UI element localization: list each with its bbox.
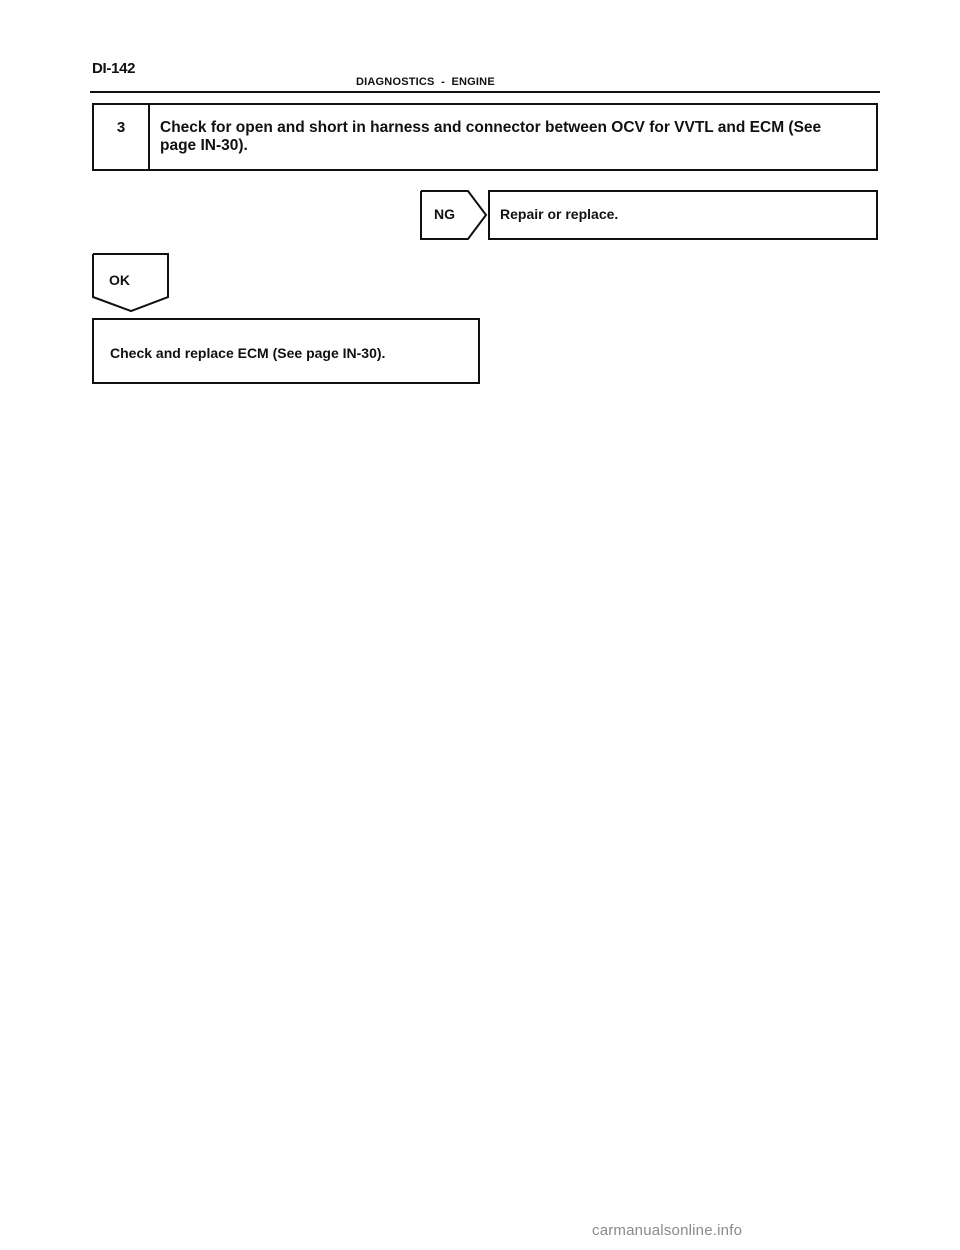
ok-action-text: Check and replace ECM (See page IN-30). [110, 345, 386, 361]
step-number: 3 [94, 105, 150, 169]
down-arrow-icon [92, 253, 170, 313]
ng-result-text: Repair or replace. [500, 206, 619, 222]
ng-label: NG [434, 206, 455, 222]
header-divider [90, 91, 880, 93]
ok-branch-arrow [92, 253, 170, 313]
ok-label: OK [109, 272, 130, 288]
section-title: DIAGNOSTICS - ENGINE [356, 76, 495, 88]
ok-action-box [92, 318, 480, 384]
watermark: carmanualsonline.info [592, 1222, 743, 1239]
step-instruction: Check for open and short in harness and connector between OCV for VVTL and ECM (See page IN-30). [160, 119, 822, 154]
page-number: DI-142 [92, 60, 136, 77]
ng-result-box [488, 190, 878, 240]
step-box [92, 103, 878, 171]
ng-branch-arrow [420, 190, 488, 240]
